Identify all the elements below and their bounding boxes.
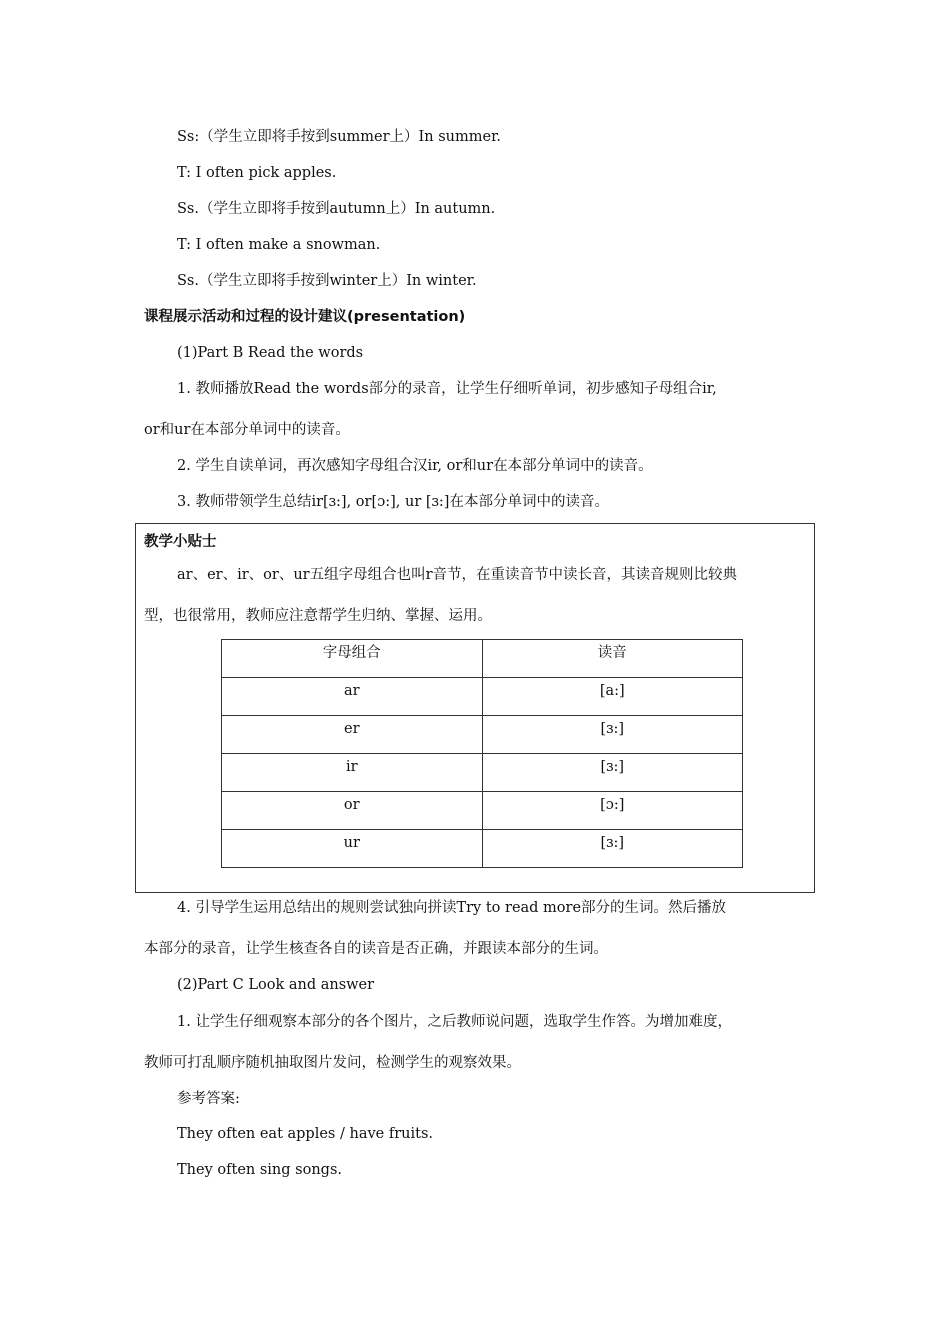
table-row xyxy=(222,716,743,754)
part-b-step3: 3. 教师带领学生总结ir[ɜ:], or[ɔ:], ur [ɜ:]在本部分单词中的读音。 xyxy=(177,494,609,510)
table-header-row xyxy=(222,640,743,678)
step4: 4. 引导学生运用总结出的规则尝试独向拼读Try to read more部分的生词。然后播放 xyxy=(177,900,727,916)
part-c-step1: 1. 让学生仔细观察本部分的各个图片，之后教师说问题，选取学生作答。为增加难度， xyxy=(177,1014,732,1030)
phonics-table xyxy=(221,639,743,868)
dialogue-line: T: I often pick apples. xyxy=(177,165,337,181)
dialogue-line: Ss.（学生立即将手按到winter上）In winter. xyxy=(177,273,477,289)
header-pronunciation: 读音 xyxy=(482,640,743,678)
step4-cont: 本部分的录音，让学生核查各自的读音是否正确，并跟读本部分的生词。 xyxy=(144,941,608,957)
table-row xyxy=(222,792,743,830)
cell-sound: [ɔ:] xyxy=(482,792,743,830)
cell-sound: [a:] xyxy=(482,678,743,716)
tip-text-cont: 型，也很常用，教师应注意帮学生归纳、掌握、运用。 xyxy=(144,608,492,624)
part-c-title: (2)Part C Look and answer xyxy=(177,977,375,993)
table-row xyxy=(222,830,743,868)
part-b-title: (1)Part B Read the words xyxy=(177,345,364,361)
cell-combo: ir xyxy=(222,754,483,792)
cell-sound: [ɜ:] xyxy=(482,716,743,754)
cell-combo: ur xyxy=(222,830,483,868)
cell-combo: er xyxy=(222,716,483,754)
table-row xyxy=(222,678,743,716)
part-b-step2: 2. 学生自读单词，再次感知字母组合汉ir, or和ur在本部分单词中的读音。 xyxy=(177,458,653,474)
teaching-tip-box xyxy=(135,523,815,893)
answer-item: They often eat apples / have fruits. xyxy=(177,1126,433,1142)
header-letter-combo: 字母组合 xyxy=(222,640,483,678)
dialogue-line: Ss:（学生立即将手按到summer上）In summer. xyxy=(177,129,502,145)
part-c-step1-cont: 教师可打乱顺序随机抽取图片发问，检测学生的观察效果。 xyxy=(144,1055,521,1071)
tip-title: 教学小贴士 xyxy=(144,534,217,550)
dialogue-line: T: I often make a snowman. xyxy=(177,237,381,253)
table-row xyxy=(222,754,743,792)
tip-text: ar、er、ir、or、ur五组字母组合也叫r音节，在重读音节中读长音，其读音规则比较典 xyxy=(177,567,738,583)
dialogue-line: Ss.（学生立即将手按到autumn上）In autumn. xyxy=(177,201,496,217)
answer-item: They often sing songs. xyxy=(177,1162,342,1178)
cell-combo: or xyxy=(222,792,483,830)
cell-sound: [ɜ:] xyxy=(482,830,743,868)
answer-label: 参考答案: xyxy=(177,1091,240,1107)
cell-combo: ar xyxy=(222,678,483,716)
cell-sound: [ɜ:] xyxy=(482,754,743,792)
section-heading: 课程展示活动和过程的设计建议(presentation) xyxy=(144,309,466,325)
part-b-step1: 1. 教师播放Read the words部分的录音，让学生仔细听单词，初步感知子母组合ir, xyxy=(177,381,717,397)
part-b-step1-cont: or和ur在本部分单词中的读音。 xyxy=(144,422,350,438)
